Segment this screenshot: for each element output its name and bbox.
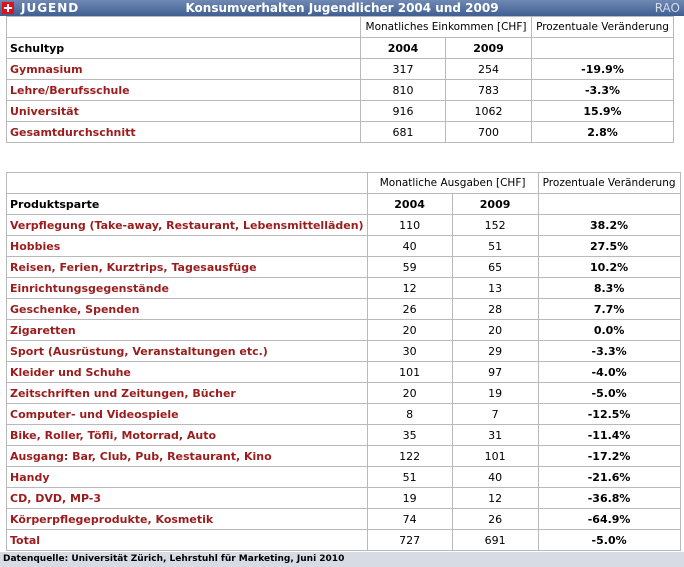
year-2009-header: 2009 [446,38,532,59]
change-cell: -12.5% [538,404,680,425]
table-row [7,446,681,467]
value-2009-cell: 26 [452,509,538,530]
table-row [7,404,681,425]
value-2004-cell: 810 [361,80,446,101]
blank-cell [7,173,368,194]
header-bar [0,0,684,16]
category-cell: Ausgang: Bar, Club, Pub, Restaurant, Kino [7,446,368,467]
table-row [7,122,674,143]
value-2009-cell: 7 [452,404,538,425]
value-2009-cell: 40 [452,467,538,488]
spending-column-header: Monatliche Ausgaben [CHF] [367,173,538,194]
value-2004-cell: 681 [361,122,446,143]
value-2004-cell: 110 [367,215,452,236]
row-group-label: Produktsparte [7,194,368,215]
table-row [7,236,681,257]
value-2004-cell: 101 [367,362,452,383]
value-2009-cell: 13 [452,278,538,299]
table-row [7,101,674,122]
value-2004-cell: 727 [367,530,452,551]
table-row [7,278,681,299]
category-cell: Körperpflegeprodukte, Kosmetik [7,509,368,530]
category-cell: Lehre/Berufsschule [7,80,361,101]
category-cell: Verpflegung (Take-away, Restaurant, Lebensmittelläden) [7,215,368,236]
category-cell: Einrichtungsgegenstände [7,278,368,299]
category-cell: Geschenke, Spenden [7,299,368,320]
category-cell: Gymnasium [7,59,361,80]
table-row [7,530,681,551]
change-cell: -5.0% [538,530,680,551]
value-2009-cell: 97 [452,362,538,383]
value-2004-cell: 20 [367,320,452,341]
value-2009-cell: 691 [452,530,538,551]
year-header-row [7,194,681,215]
change-cell: 27.5% [538,236,680,257]
change-cell: -4.0% [538,362,680,383]
row-group-label: Schultyp [7,38,361,59]
blank-cell [532,38,674,59]
change-cell: -11.4% [538,425,680,446]
value-2009-cell: 31 [452,425,538,446]
category-cell: Computer- und Videospiele [7,404,368,425]
value-2004-cell: 122 [367,446,452,467]
value-2004-cell: 59 [367,257,452,278]
change-cell: 2.8% [532,122,674,143]
category-cell: Zigaretten [7,320,368,341]
category-cell: CD, DVD, MP-3 [7,488,368,509]
change-cell: -21.6% [538,467,680,488]
table-row [7,488,681,509]
value-2004-cell: 317 [361,59,446,80]
change-cell: -19.9% [532,59,674,80]
table-row [7,425,681,446]
category-cell: Universität [7,101,361,122]
blank-cell [7,17,361,38]
table-row [7,59,674,80]
year-header-row [7,38,674,59]
table-row [7,257,681,278]
value-2004-cell: 20 [367,383,452,404]
table-row [7,383,681,404]
blank-cell [538,194,680,215]
category-cell: Reisen, Ferien, Kurztrips, Tagesausfüge [7,257,368,278]
category-cell: Gesamtdurchschnitt [7,122,361,143]
year-2009-header: 2009 [452,194,538,215]
value-2004-cell: 51 [367,467,452,488]
value-2009-cell: 28 [452,299,538,320]
value-2004-cell: 40 [367,236,452,257]
value-2004-cell: 916 [361,101,446,122]
page-title: Konsumverhalten Jugendlicher 2004 und 2009 [185,1,499,15]
change-cell: -3.3% [538,341,680,362]
value-2009-cell: 152 [452,215,538,236]
value-2004-cell: 30 [367,341,452,362]
change-column-header: Prozentuale Veränderung [538,173,680,194]
change-cell: -17.2% [538,446,680,467]
spending-table-body [7,215,681,551]
change-cell: -3.3% [532,80,674,101]
change-cell: -36.8% [538,488,680,509]
change-cell: 10.2% [538,257,680,278]
value-2009-cell: 1062 [446,101,532,122]
table-row [7,341,681,362]
year-2004-header: 2004 [367,194,452,215]
source-footer: Datenquelle: Universität Zürich, Lehrstuhl für Marketing, Juni 2010 [0,552,684,567]
category-cell: Zeitschriften und Zeitungen, Bücher [7,383,368,404]
income-table-body [7,59,674,143]
table-row [7,509,681,530]
category-cell: Kleider und Schuhe [7,362,368,383]
category-cell: Total [7,530,368,551]
change-cell: 38.2% [538,215,680,236]
rao-badge: RAO [654,1,680,15]
table-header-row [7,17,674,38]
value-2004-cell: 74 [367,509,452,530]
spending-table [6,172,681,551]
change-cell: -5.0% [538,383,680,404]
table-row [7,362,681,383]
value-2009-cell: 700 [446,122,532,143]
category-cell: Hobbies [7,236,368,257]
value-2004-cell: 12 [367,278,452,299]
category-cell: Handy [7,467,368,488]
year-2004-header: 2004 [361,38,446,59]
change-cell: 7.7% [538,299,680,320]
brand-label: JUGEND [21,1,80,15]
table-row [7,215,681,236]
table-row [7,299,681,320]
change-cell: 15.9% [532,101,674,122]
table-header-row [7,173,681,194]
income-column-header: Monatliches Einkommen [CHF] [361,17,532,38]
value-2009-cell: 101 [452,446,538,467]
value-2009-cell: 20 [452,320,538,341]
change-cell: -64.9% [538,509,680,530]
change-column-header: Prozentuale Veränderung [532,17,674,38]
change-cell: 0.0% [538,320,680,341]
value-2009-cell: 65 [452,257,538,278]
value-2009-cell: 254 [446,59,532,80]
value-2004-cell: 8 [367,404,452,425]
value-2009-cell: 19 [452,383,538,404]
category-cell: Bike, Roller, Töfli, Motorrad, Auto [7,425,368,446]
value-2004-cell: 35 [367,425,452,446]
value-2009-cell: 12 [452,488,538,509]
value-2009-cell: 783 [446,80,532,101]
table-row [7,467,681,488]
income-table [6,16,674,143]
value-2004-cell: 26 [367,299,452,320]
table-row [7,320,681,341]
change-cell: 8.3% [538,278,680,299]
category-cell: Sport (Ausrüstung, Veranstaltungen etc.) [7,341,368,362]
value-2004-cell: 19 [367,488,452,509]
table-row [7,80,674,101]
value-2009-cell: 29 [452,341,538,362]
value-2009-cell: 51 [452,236,538,257]
